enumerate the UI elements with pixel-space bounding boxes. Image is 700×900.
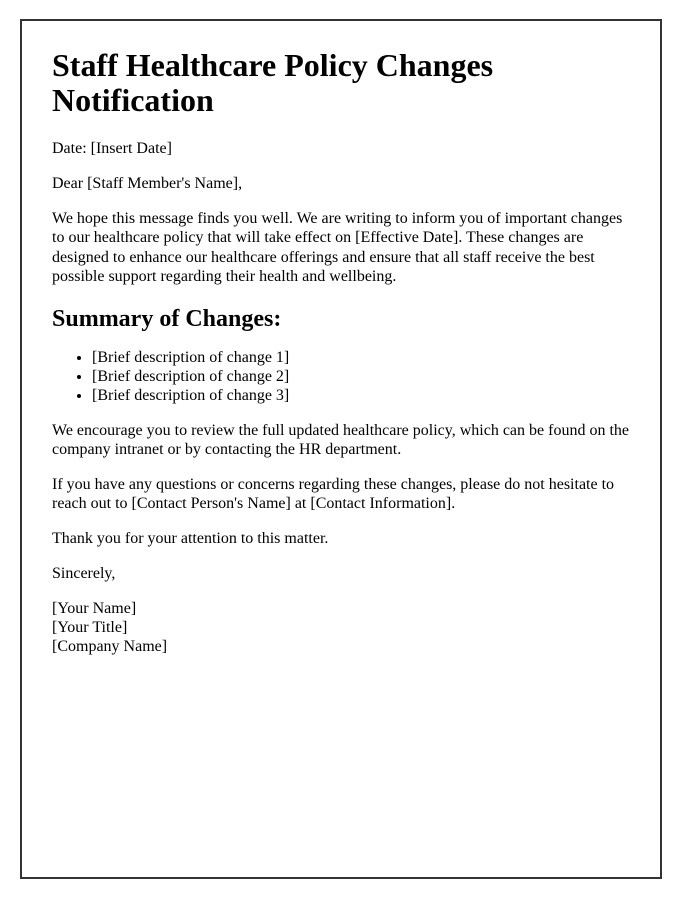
- changes-list: [52, 348, 630, 405]
- closing: Sincerely,: [52, 565, 116, 583]
- signature-name: [Your Name]: [52, 600, 137, 618]
- date-line: Date: [Insert Date]: [52, 140, 172, 158]
- review-paragraph: We encourage you to review the full updated healthcare policy, which can be found on the company intranet or by contacting the HR department.: [52, 422, 630, 459]
- signature-company: [Company Name]: [52, 638, 168, 656]
- signature-title: [Your Title]: [52, 619, 128, 637]
- letter-document: [20, 19, 662, 879]
- thanks-paragraph: Thank you for your attention to this matter.: [52, 530, 329, 548]
- list-item-change-2: • [Brief description of change 2]: [92, 367, 630, 386]
- letter-title: Staff Healthcare Policy Changes Notification: [52, 47, 494, 119]
- intro-paragraph: We hope this message finds you well. We are writing to inform you of important changes to our healthcare policy that will take effect on [Effective Date]. These changes are designed to enhance our healthcare offerings and ensure that all staff receive the best possible support regarding their health and wellbeing.: [52, 210, 623, 285]
- list-item-change-3: • [Brief description of change 3]: [92, 386, 630, 405]
- questions-paragraph: If you have any questions or concerns regarding these changes, please do not hesitate to reach out to [Contact Person's Name] at [Contact Information].: [52, 476, 615, 513]
- list-item-change-1: • [Brief description of change 1]: [92, 348, 630, 367]
- signature-block: [52, 599, 630, 656]
- summary-heading: Summary of Changes:: [52, 305, 282, 332]
- salutation: Dear [Staff Member's Name],: [52, 175, 243, 193]
